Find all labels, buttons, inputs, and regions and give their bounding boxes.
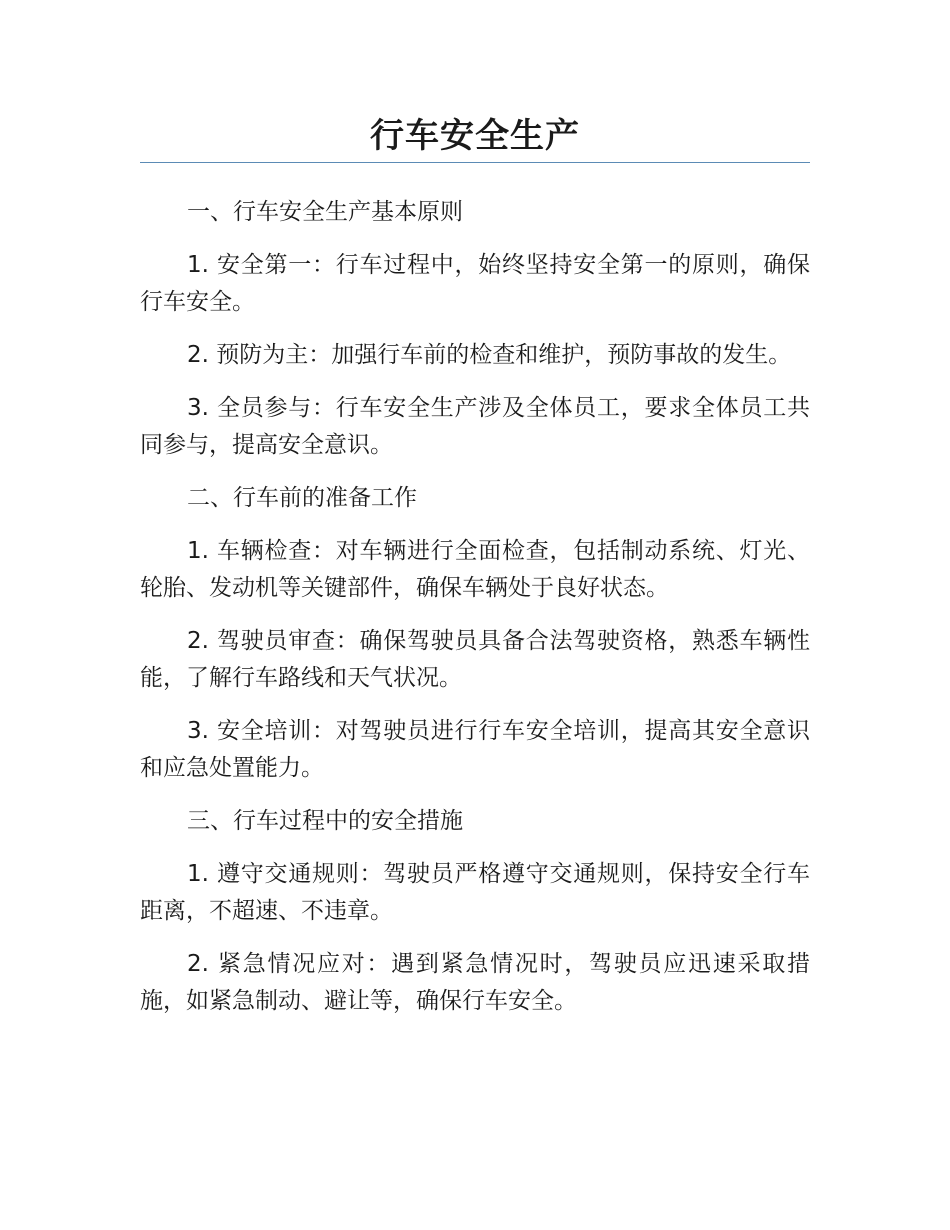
document-body (140, 194, 810, 1036)
principle-safety-first: 1. 安全第一：行车过程中，始终坚持安全第一的原则，确保行车安全。 (140, 252, 810, 315)
document-title: 行车安全生产 (370, 116, 580, 156)
title-divider (140, 162, 810, 163)
principle-prevention: 2. 预防为主：加强行车前的检查和维护，预防事故的发生。 (187, 342, 792, 368)
section-heading-measures: 三、行车过程中的安全措施 (187, 808, 463, 834)
measure-traffic-rules: 1. 遵守交通规则：驾驶员严格遵守交通规则，保持安全行车距离，不超速、不违章。 (140, 861, 810, 924)
section-heading-preparation: 二、行车前的准备工作 (187, 485, 417, 511)
principle-participation: 3. 全员参与：行车安全生产涉及全体员工，要求全体员工共同参与，提高安全意识。 (140, 395, 810, 458)
section-heading-principles: 一、行车安全生产基本原则 (187, 199, 463, 225)
measure-emergency-response: 2. 紧急情况应对：遇到紧急情况时，驾驶员应迅速采取措施，如紧急制动、避让等，确保行车安全。 (140, 951, 810, 1014)
prep-vehicle-check: 1. 车辆检查：对车辆进行全面检查，包括制动系统、灯光、轮胎、发动机等关键部件，确保车辆处于良好状态。 (140, 538, 810, 601)
prep-driver-review: 2. 驾驶员审查：确保驾驶员具备合法驾驶资格，熟悉车辆性能，了解行车路线和天气状况。 (140, 628, 810, 691)
prep-safety-training: 3. 安全培训：对驾驶员进行行车安全培训，提高其安全意识和应急处置能力。 (140, 718, 810, 781)
